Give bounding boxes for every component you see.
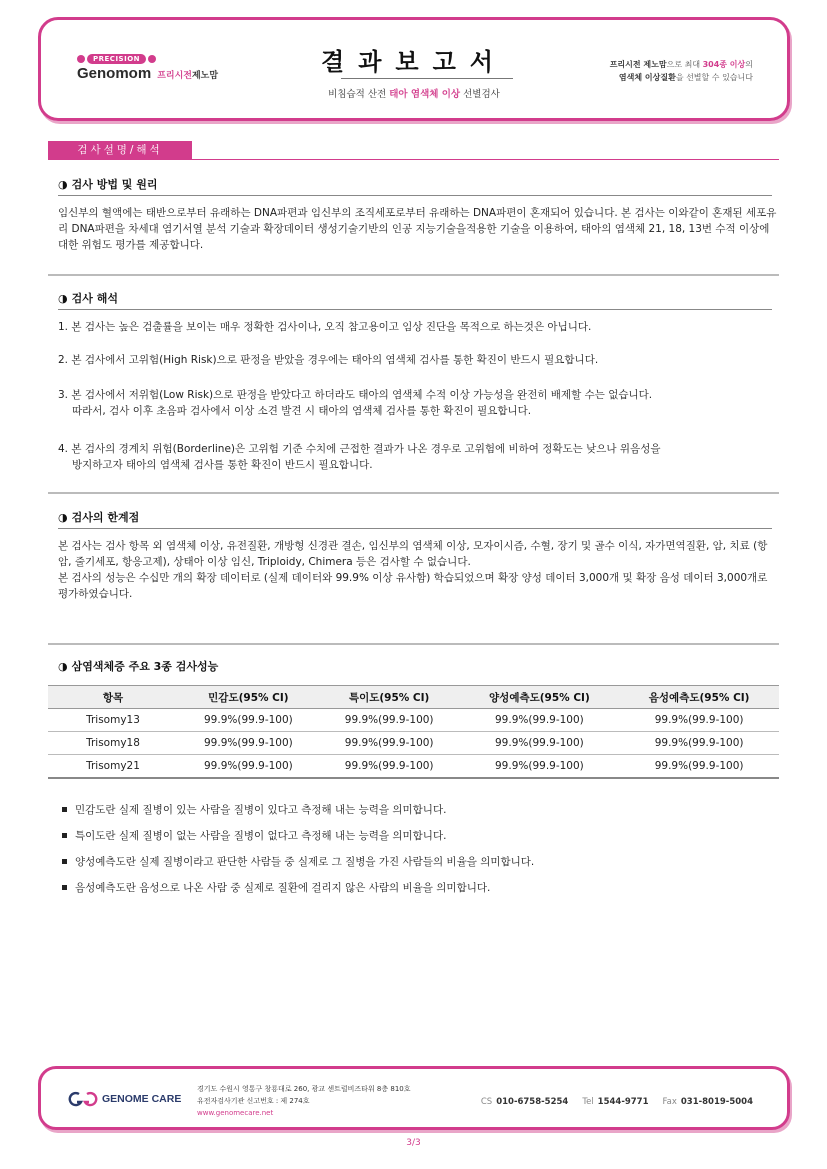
contact-info [481,1097,753,1107]
half-circle-icon: ◑ [58,292,68,305]
company-address-block [197,1083,411,1119]
page-title: 결과보고서 [321,47,507,76]
performance-table [48,685,779,779]
table-cell: 99.9%(99.9-100) [178,709,319,732]
column-header: 음성예측도(95% CI) [619,686,779,709]
table-cell: Trisomy21 [48,755,178,778]
tel-contact: Tel 1544-9771 [582,1097,649,1107]
list-item: 음성예측도란 음성으로 나온 사람 중 실제로 질환에 걸리지 않은 사람의 비율을 의미합니다. [62,874,534,900]
website-link[interactable]: www.genomecare.net [197,1109,274,1117]
logo-korean-name: 프리시전제노맘 [157,71,219,81]
cs-contact: CS 010-6758-5254 [480,1097,569,1107]
company-address: 경기도 수원시 영통구 창룡대로 260, 광교 센트럴비즈타워 8층 810호 [197,1085,411,1093]
interpretation-heading: ◑ 검사 해석 [58,292,118,305]
table-cell: 99.9%(99.9-100) [460,755,620,778]
list-item: 양성예측도란 실제 질병이라고 판단한 사람들 중 실제로 그 질병을 가진 사람들의 비율을 의미합니다. [62,848,534,874]
column-header: 민감도(95% CI) [178,686,319,709]
promo-text: 프리시전 제노맘으로 최대 304종 이상의 염색체 이상질환을 선별할 수 있습니다 [609,60,753,82]
table-row [48,755,779,778]
table-cell: 99.9%(99.9-100) [178,755,319,778]
limitations-text: 본 검사는 검사 항목 외 염색체 이상, 유전질환, 개방형 신경관 결손, 임신부의 염색체 이상, 모자이시즘, 수혈, 장기 및 골수 이식, 자가면역질환, 암, 치료 (항암, 줄기세포, 항응고제), 상태아 이상 임신, Triploidy, Chimera 등은 검사할 수 없습니다. 본 검사의 성능은 수십만 개의 확장 데이터로 (실제 데이터와 99.9% 이상 유사함) 학습되었으며 확장 양성 데이터 3,000개 및 확장 음성 데이터 3,000개로 평가하였습니다. [58,540,768,600]
table-cell: 99.9%(99.9-100) [319,709,460,732]
section-divider [48,274,779,276]
square-bullet-icon [62,885,67,890]
limitations-heading-rule [58,528,772,529]
interpretation-heading-rule [58,309,772,310]
table-cell: 99.9%(99.9-100) [619,732,779,755]
interpretation-item-1: 1. 본 검사는 높은 검출률을 보이는 매우 정확한 검사이나, 오직 참고용이고 임상 진단을 목적으로 하는것은 아닙니다. [58,321,592,333]
section-underline [48,159,779,160]
section-divider [48,492,779,494]
list-item: 민감도란 실제 질병이 있는 사람을 질병이 있다고 측정해 내는 능력을 의미합니다. [62,796,534,822]
method-text: 임신부의 혈액에는 태반으로부터 유래하는 DNA파편과 임신부의 조직세포로부터 유래하는 DNA파편이 혼재되어 있습니다. 본 검사는 이와같이 혼재된 세포유리 DNA파편을 차세대 염기서열 분석 기술과 확장데이터 생성기술기반의 인공 지능기술을적용한 기술을 이용하여, 태아의 염색체 21, 18, 13번 수적 이상에 대한 위험도 평가를 제공합니다. [58,207,777,251]
page-subtitle: 비침습적 산전 태아 염색체 이상 선별검사 [328,89,500,100]
title-underline [341,78,513,79]
genome-care-mark-icon [68,1091,98,1107]
method-heading-rule [58,195,772,196]
interpretation-item-4: 4. 본 검사의 경계치 위험(Borderline)은 고위험 기준 수치에 근접한 결과가 나온 경우로 고위험에 비하여 정확도는 낮으나 위음성을 방지하고자 태아의 염색체 검사를 통한 확진이 반드시 필요합니다. [58,443,661,471]
table-header-row [48,686,779,709]
table-cell: Trisomy13 [48,709,178,732]
interpretation-item-3: 3. 본 검사에서 저위험(Low Risk)으로 판정을 받았다고 하더라도 태아의 염색체 수적 이상 가능성을 완전히 배제할 수는 없습니다. 따라서, 검사 이후 초음파 검사에서 이상 소견 발견 시 태아의 염색체 검사를 통한 확진이 필요합니다. [58,389,653,417]
report-header [38,17,790,121]
logo-precision-label: PRECISION [87,54,146,64]
performance-heading: ◑ 삼염색체증 주요 3종 검사성능 [58,660,219,673]
half-circle-icon: ◑ [58,178,68,191]
table-cell: 99.9%(99.9-100) [460,732,620,755]
square-bullet-icon [62,807,67,812]
company-name: GENOME CARE [102,1093,182,1105]
table-cell: 99.9%(99.9-100) [178,732,319,755]
table-row [48,709,779,732]
method-heading: ◑ 검사 방법 및 원리 [58,178,158,191]
table-cell: 99.9%(99.9-100) [619,755,779,778]
genome-care-logo [68,1091,181,1107]
report-footer [38,1066,790,1130]
square-bullet-icon [62,833,67,838]
page-number: 3/3 [406,1138,421,1148]
table-cell: 99.9%(99.9-100) [319,755,460,778]
square-bullet-icon [62,859,67,864]
table-row [48,732,779,755]
interpretation-item-2: 2. 본 검사에서 고위험(High Risk)으로 판정을 받았을 경우에는 태아의 염색체 검사를 통한 확진이 반드시 필요합니다. [58,354,599,366]
table-cell: Trisomy18 [48,732,178,755]
table-cell: 99.9%(99.9-100) [319,732,460,755]
fax-contact: Fax 031-8019-5004 [662,1097,753,1107]
logo-brand-name: Genomom [77,65,152,82]
list-item: 특이도란 실제 질병이 없는 사람을 질병이 없다고 측정해 내는 능력을 의미합니다. [62,822,534,848]
table-cell: 99.9%(99.9-100) [619,709,779,732]
column-header: 양성예측도(95% CI) [460,686,620,709]
limitations-heading: ◑ 검사의 한계점 [58,511,140,524]
section-tab-label: 검사설명/해석 [48,141,192,160]
column-header: 항목 [48,686,178,709]
license-number: 유전자검사기관 신고번호 : 제 274호 [197,1097,310,1105]
half-circle-icon: ◑ [58,511,68,524]
half-circle-icon: ◑ [58,660,68,673]
definitions-list [62,796,534,900]
table-cell: 99.9%(99.9-100) [460,709,620,732]
column-header: 특이도(95% CI) [319,686,460,709]
section-divider [48,643,779,645]
